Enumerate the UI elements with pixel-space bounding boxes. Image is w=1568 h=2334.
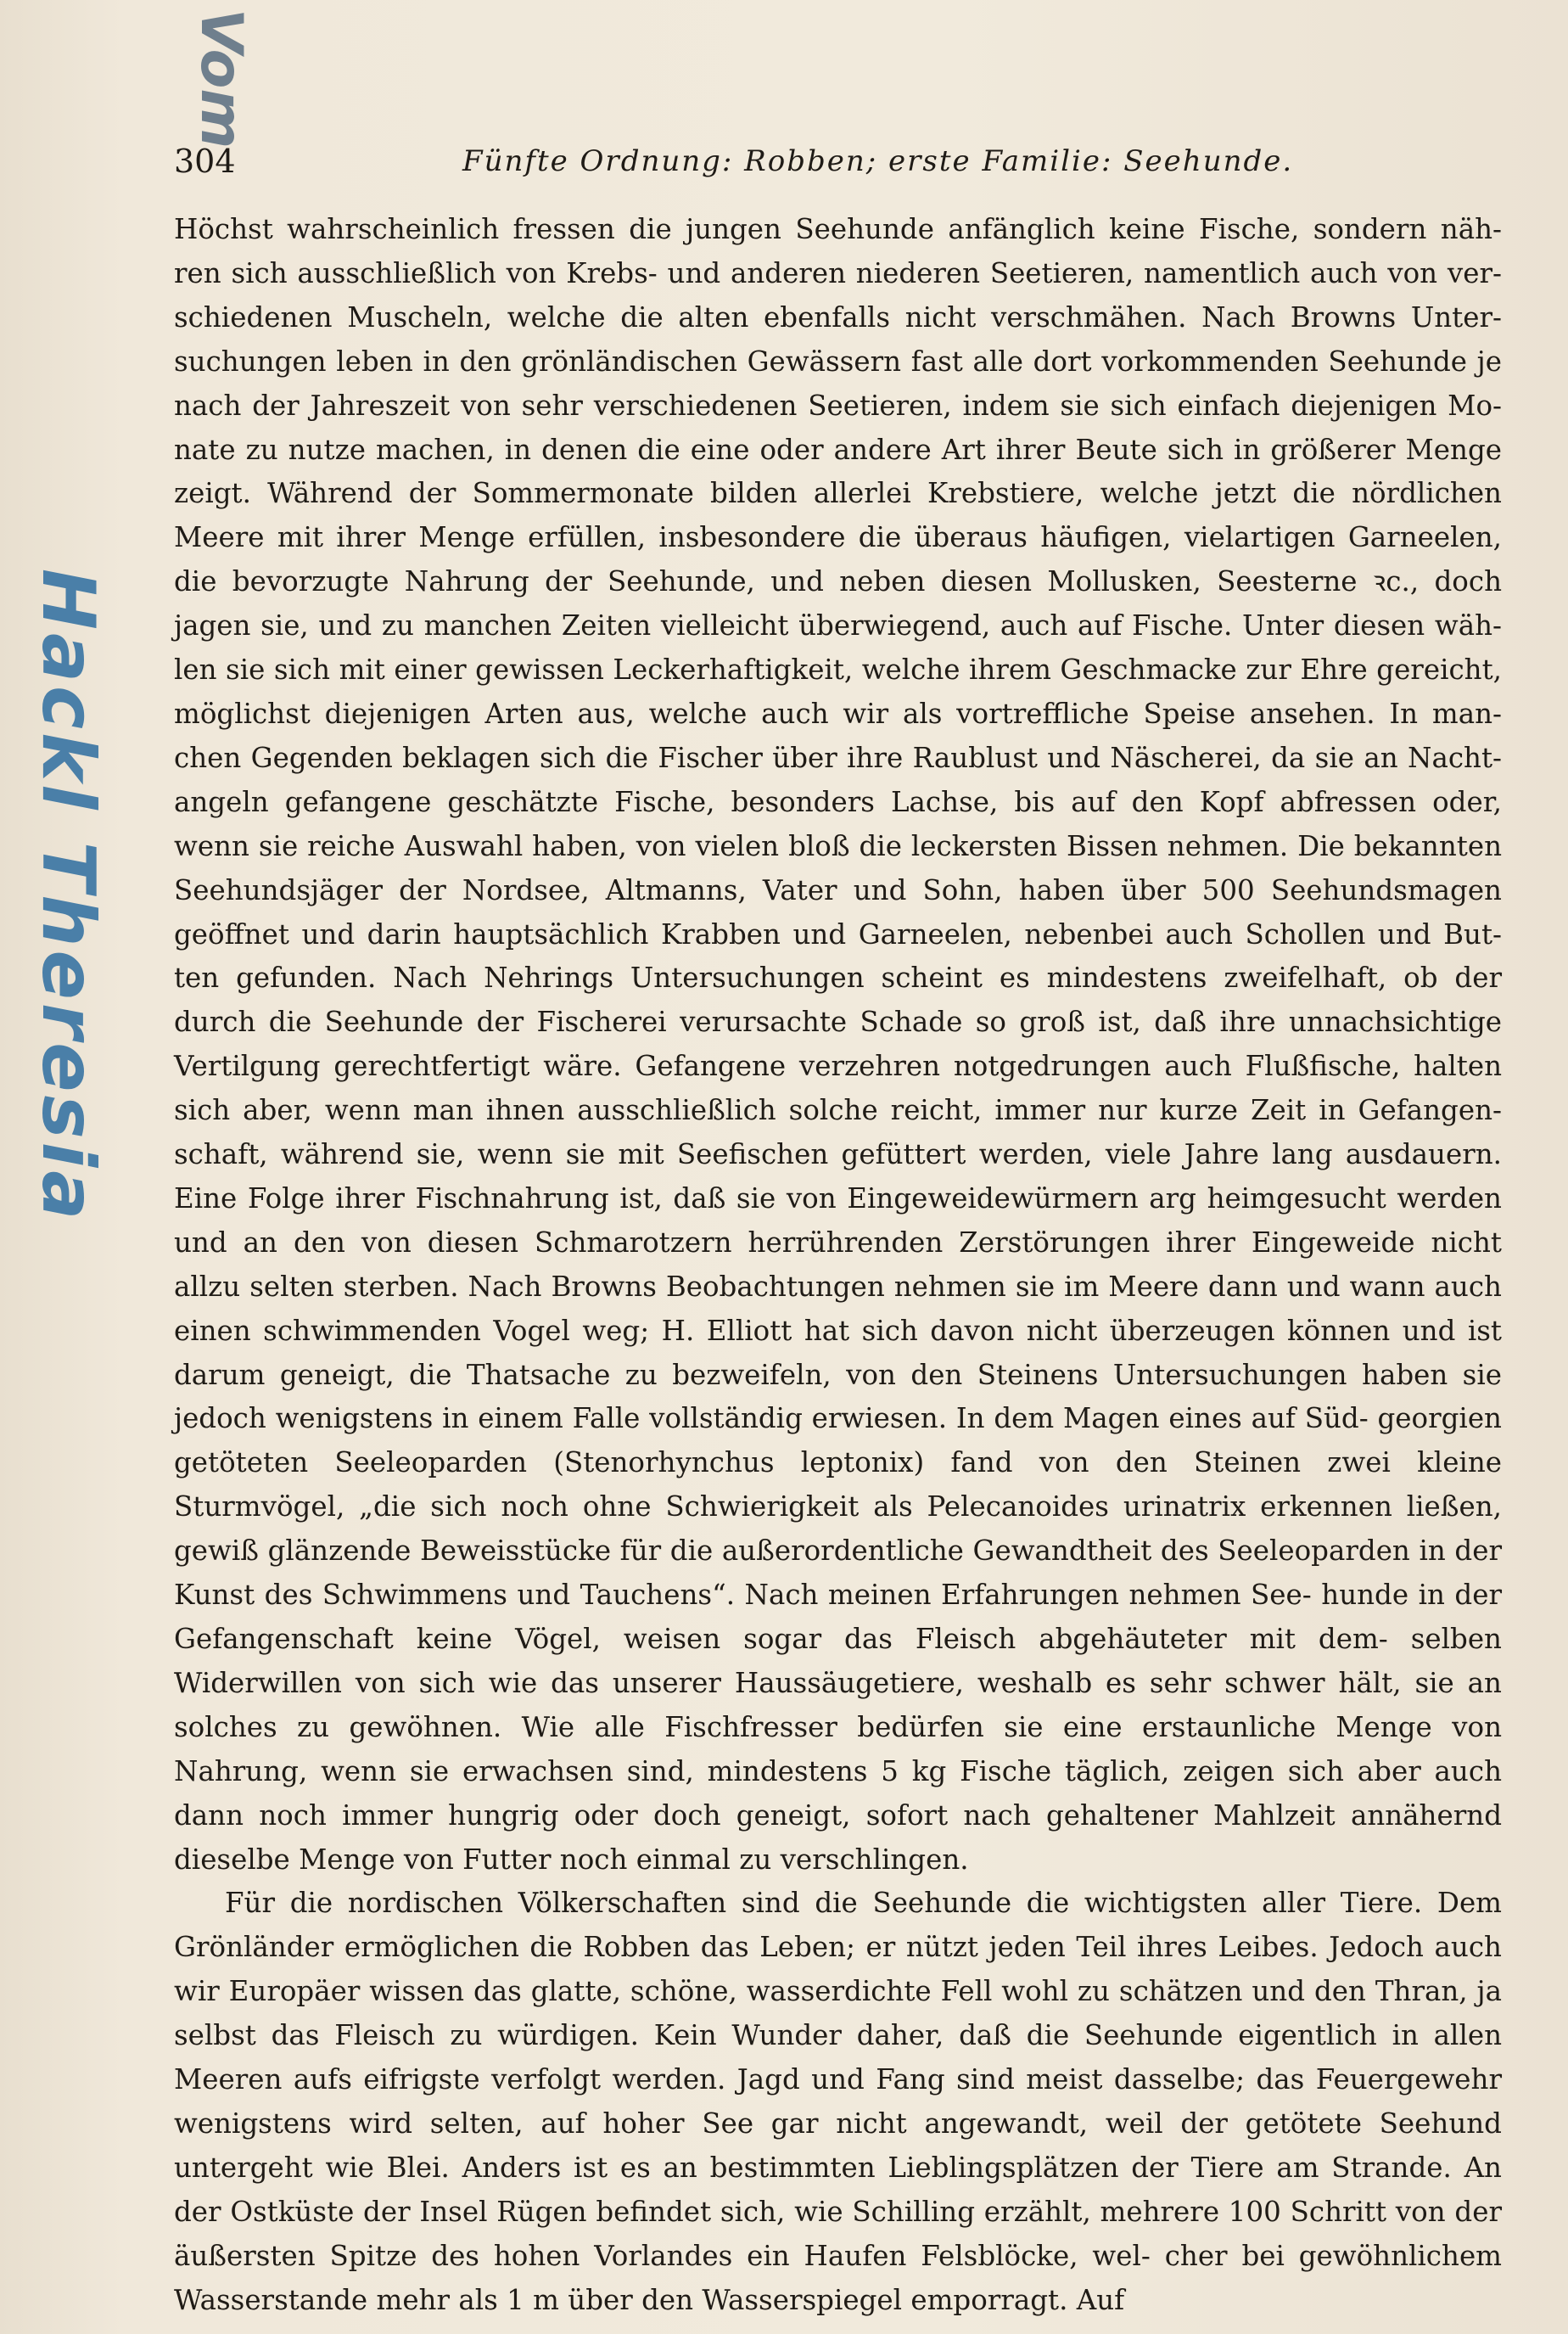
page-number: 304 <box>174 143 236 180</box>
page-header <box>174 140 1506 182</box>
body-text <box>174 208 1502 2323</box>
handwritten-note-left: Hackl Theresia <box>25 569 110 1224</box>
paragraph-1: Höchst wahrscheinlich fressen die jungen Seehunde anfänglich keine Fische, sondern näh- ren sich ausschließlich von Krebs- und anderen niederen Seetieren, namentlich auch von ver- schiedenen Muscheln, welche die alten ebenfalls nicht verschmähen. Nach Browns Unter- suchungen leben in den grönländischen Gewässern fast alle dort vorkommenden Seehunde je nach der Jahreszeit von sehr verschiedenen Seetieren, indem sie sich einfach diejenigen Mo- nate zu nutze machen, in denen die eine oder andere Art ihrer Beute sich in größerer Menge zeigt. Während der Sommermonate bilden allerlei Krebstiere, welche jetzt die nördlichen Meere mit ihrer Menge erfüllen, insbesondere die überaus häufigen, vielartigen Garneelen, die bevorzugte Nahrung der Seehunde, und neben diesen Mollusken, Seesterne ꝛc., doch jagen sie, und zu manchen Zeiten vielleicht überwiegend, auch auf Fische. Unter diesen wäh- len sie sich mit einer gewissen Leckerhaftigkeit, welche ihrem Geschmacke zur Ehre gereicht, möglichst diejenigen Arten aus, welche auch wir als vortreffliche Speise ansehen. In man- chen Gegenden beklagen sich die Fischer über ihre Raublust und Näscherei, da sie an Nacht- angeln gefangene geschätzte Fische, besonders Lachse, bis auf den Kopf abfressen oder, wenn sie reiche Auswahl haben, von vielen bloß die leckersten Bissen nehmen. Die bekannten Seehundsjäger der Nordsee, Altmanns, Vater und Sohn, haben über 500 Seehundsmagen geöffnet und darin hauptsächlich Krabben und Garneelen, nebenbei auch Schollen und But- ten gefunden. Nach Nehrings Untersuchungen scheint es mindestens zweifelhaft, ob der durch die Seehunde der Fischerei verursachte Schade so groß ist, daß ihre unnachsichtige Vertilgung gerechtfertigt wäre. Gefangene verzehren notgedrungen auch Flußfische, halten sich aber, wenn man ihnen ausschließlich solche reicht, immer nur kurze Zeit in Gefangen- schaft, während sie, wenn sie mit Seefischen gefüttert werden, viele Jahre lang ausdauern. Eine Folge ihrer Fischnahrung ist, daß sie von Eingeweidewürmern arg heimgesucht werden und an den von diesen Schmarotzern herrührenden Zerstörungen ihrer Eingeweide nicht allzu selten sterben. Nach Browns Beobachtungen nehmen sie im Meere dann und wann auch einen schwimmenden Vogel weg; H. Elliott hat sich davon nicht überzeugen können und ist darum geneigt, die Thatsache zu bezweifeln, von den Steinens Untersuchungen haben sie jedoch wenigstens in einem Falle vollständig erwiesen. In dem Magen eines auf Süd- georgien getöteten Seeleoparden (Stenorhynchus leptonix) fand von den Steinen zwei kleine Sturmvögel, „die sich noch ohne Schwierigkeit als Pelecanoides urinatrix erkennen ließen, gewiß glänzende Beweisstücke für die außerordentliche Gewandtheit des Seeleoparden in der Kunst des Schwimmens und Tauchens“. Nach meinen Erfahrungen nehmen See- hunde in der Gefangenschaft keine Vögel, weisen sogar das Fleisch abgehäuteter mit dem- selben Widerwillen von sich wie das unserer Haussäugetiere, weshalb es sehr schwer hält, sie an solches zu gewöhnen. Wie alle Fischfresser bedürfen sie eine erstaunliche Menge von Nahrung, wenn sie erwachsen sind, mindestens 5 kg Fische täglich, zeigen sich aber auch dann noch immer hungrig oder doch geneigt, sofort nach gehaltener Mahlzeit annähernd dieselbe Menge von Futter noch einmal zu verschlingen. <box>174 213 1502 1876</box>
paragraph-2: Für die nordischen Völkerschaften sind die Seehunde die wichtigsten aller Tiere. Dem Grönländer ermöglichen die Robben das Leben; er nützt jeden Teil ihres Leibes. Jedoch auch wir Europäer wissen das glatte, schöne, wasserdichte Fell wohl zu schätzen und den Thran, ja selbst das Fleisch zu würdigen. Kein Wunder daher, daß die Seehunde eigentlich in allen Meeren aufs eifrigste verfolgt werden. Jagd und Fang sind meist dasselbe; das Feuergewehr wenigstens wird selten, auf hoher See gar nicht angewandt, weil der getötete Seehund untergeht wie Blei. Anders ist es an bestimmten Lieblingsplätzen der Tiere am Strande. An der Ostküste der Insel Rügen befindet sich, wie Schilling erzählt, mehrere 100 Schritt von der äußersten Spitze des hohen Vorlandes ein Haufen Felsblöcke, wel- cher bei gewöhnlichem Wasserstande mehr als 1 m über den Wasserspiegel emporragt. Auf <box>174 1887 1502 2316</box>
running-head: Fünfte Ordnung: Robben; erste Familie: Seehunde. <box>462 144 1294 178</box>
handwritten-note-top: Vom <box>188 8 255 149</box>
